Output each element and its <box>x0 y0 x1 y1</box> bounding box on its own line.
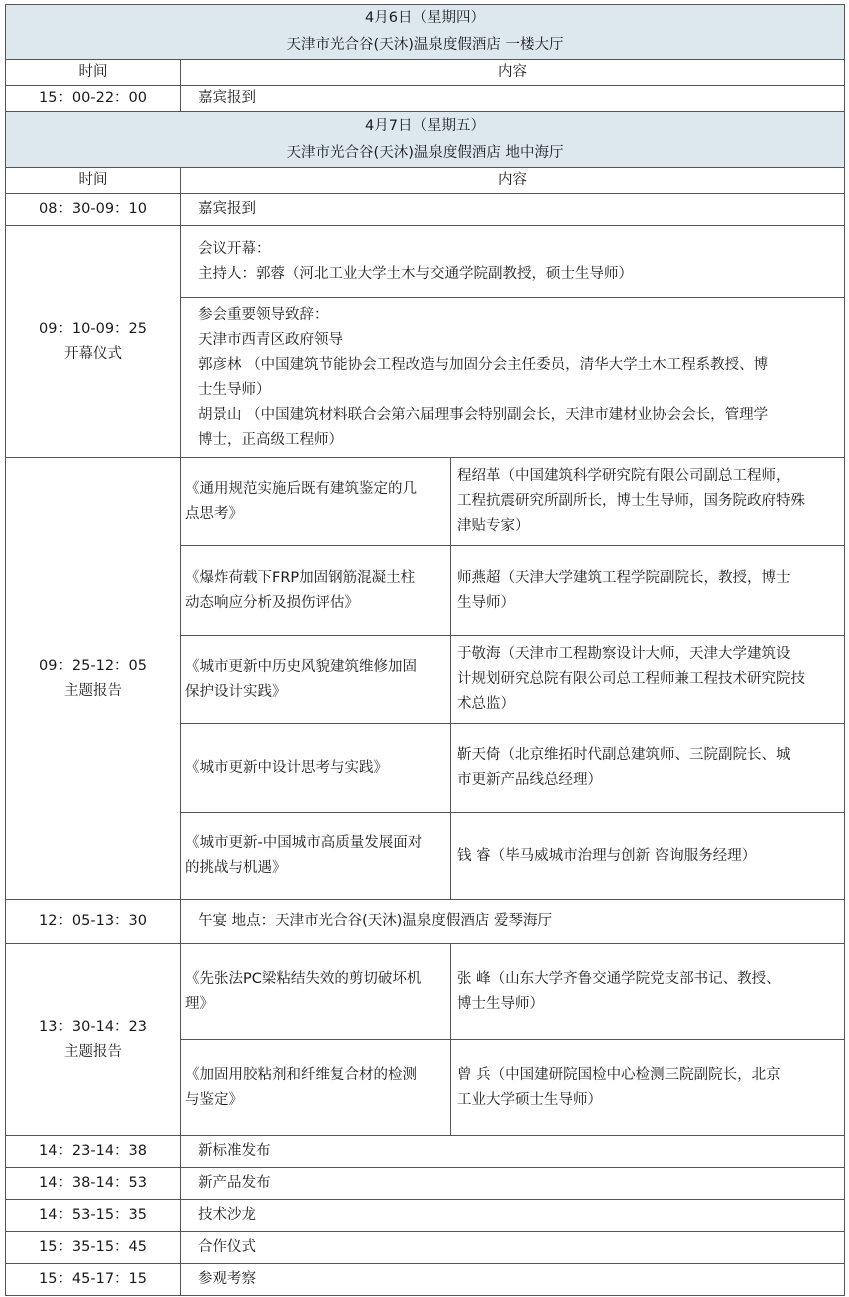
opening-time-cell <box>6 226 181 458</box>
lunch-content: 午宴 地点：天津市光合谷(天沐)温泉度假酒店 爱琴海厅 <box>181 900 845 944</box>
talk-speaker-line: 程绍革（中国建筑科学研究院有限公司副总工程师， <box>457 468 791 484</box>
tail-time: 15：45-17：15 <box>6 1264 181 1296</box>
talk-speaker-line: 生导师） <box>457 594 515 611</box>
talk-speaker <box>451 1040 845 1136</box>
day1-time-header: 时间 <box>6 60 181 86</box>
session2-label: 主题报告 <box>64 1043 122 1060</box>
talk-title-line: 《城市更新中设计思考与实践》 <box>185 759 388 776</box>
talk-title <box>181 458 451 546</box>
talk-title <box>181 1040 451 1136</box>
tail-content: 参观考察 <box>181 1264 845 1296</box>
tail-time: 14：38-14：53 <box>6 1168 181 1200</box>
tail-content: 合作仪式 <box>181 1232 845 1264</box>
session1-label: 主题报告 <box>64 682 122 699</box>
talk-title <box>181 813 451 900</box>
day2-time-header: 时间 <box>6 168 181 194</box>
talk-title-line: 的挑战与机遇》 <box>185 860 287 876</box>
lunch-row <box>6 900 845 944</box>
talk-speaker-line: 工程抗震研究所副所长，博士生导师，国务院政府特殊 <box>457 493 805 509</box>
opening-part1-line: 会议开幕： <box>198 240 271 257</box>
talk-speaker-line: 靳天倚（北京维拓时代副总建筑师、三院副院长、城 <box>457 747 791 763</box>
day2-venue: 天津市光合谷(天沐)温泉度假酒店 地中海厅 <box>286 144 564 161</box>
talk-title-line: 点思考》 <box>185 505 243 522</box>
talk-title-line: 《加固用胶粘剂和纤维复合材的检测 <box>185 1066 417 1083</box>
talk-title-line: 保护设计实践》 <box>185 683 287 700</box>
day2-column-header-row <box>6 168 845 194</box>
talk-title <box>181 546 451 636</box>
day1-header-row <box>6 5 845 60</box>
day1-checkin-content: 嘉宾报到 <box>181 86 845 112</box>
tail-content: 新产品发布 <box>181 1168 845 1200</box>
day2-date: 4月7日（星期五） <box>365 117 485 134</box>
session1-talk-row <box>6 458 845 546</box>
session2-time-cell <box>6 944 181 1136</box>
talk-speaker-line: 津贴专家） <box>457 518 530 534</box>
opening-row-1 <box>6 226 845 298</box>
day2-checkin-time: 08：30-09：10 <box>6 194 181 226</box>
tail-content: 技术沙龙 <box>181 1200 845 1232</box>
talk-title-line: 《城市更新中历史风貌建筑维修加固 <box>185 658 417 675</box>
opening-part2-line: 博士，正高级工程师） <box>198 431 343 448</box>
lunch-time: 12：05-13：30 <box>6 900 181 944</box>
tail-row <box>6 1136 845 1168</box>
talk-speaker-line: 于敬海（天津市工程勘察设计大师，天津大学建筑设 <box>457 646 791 662</box>
opening-part2-line: 郭彦林 （中国建筑节能协会工程改造与加固分会主任委员，清华大学土木工程系教授、博 <box>198 356 769 373</box>
day1-header <box>6 5 845 60</box>
day2-header <box>6 112 845 168</box>
opening-part2-line: 参会重要领导致辞： <box>198 306 329 323</box>
talk-speaker-line: 工业大学硕士生导师） <box>457 1091 602 1108</box>
talk-speaker <box>451 458 845 546</box>
talk-title <box>181 944 451 1040</box>
tail-row <box>6 1168 845 1200</box>
day1-content-header: 内容 <box>181 60 845 86</box>
talk-speaker-line: 计规划研究总院有限公司总工程师兼工程技术研究院技 <box>457 671 805 687</box>
opening-part1-line: 主持人：郭蓉（河北工业大学土木与交通学院副教授，硕士生导师） <box>198 265 633 282</box>
day2-checkin-content: 嘉宾报到 <box>181 194 845 226</box>
tail-row <box>6 1232 845 1264</box>
opening-part2-line: 士生导师） <box>198 381 271 398</box>
session1-time-cell <box>6 458 181 900</box>
talk-title-line: 《爆炸荷载下FRP加固钢筋混凝土柱 <box>185 569 416 586</box>
day1-venue: 天津市光合谷(天沐)温泉度假酒店 一楼大厅 <box>286 37 564 53</box>
talk-speaker <box>451 813 845 900</box>
talk-title-line: 《城市更新-中国城市高质量发展面对 <box>185 835 423 851</box>
talk-speaker-line: 术总监） <box>457 696 515 712</box>
day2-content-header: 内容 <box>181 168 845 194</box>
day2-header-row <box>6 112 845 168</box>
session2-time: 13：30-14：23 <box>38 1018 148 1035</box>
day1-date: 4月6日（星期四） <box>365 10 485 26</box>
talk-speaker <box>451 636 845 724</box>
day1-checkin-row <box>6 86 845 112</box>
talk-speaker-line: 市更新产品线总经理） <box>457 772 602 788</box>
schedule-table <box>5 4 845 1296</box>
opening-part1 <box>181 226 845 298</box>
talk-speaker <box>451 546 845 636</box>
talk-speaker-line: 张 峰（山东大学齐鲁交通学院党支部书记、教授、 <box>457 970 781 987</box>
day1-checkin-time: 15：00-22：00 <box>6 86 181 112</box>
opening-part2-line: 天津市西青区政府领导 <box>198 331 343 348</box>
tail-row <box>6 1200 845 1232</box>
talk-title-line: 《通用规范实施后既有建筑鉴定的几 <box>185 480 417 497</box>
talk-title <box>181 724 451 813</box>
talk-speaker <box>451 724 845 813</box>
talk-title-line: 动态响应分析及损伤评估》 <box>185 594 359 611</box>
tail-content: 新标准发布 <box>181 1136 845 1168</box>
talk-speaker-line: 曾 兵（中国建研院国检中心检测三院副院长，北京 <box>457 1066 781 1083</box>
day1-column-header-row <box>6 60 845 86</box>
session1-time: 09：25-12：05 <box>38 657 148 674</box>
talk-title-line: 《先张法PC梁粘结失效的剪切破坏机 <box>185 970 422 987</box>
opening-part2 <box>181 298 845 458</box>
tail-time: 14：23-14：38 <box>6 1136 181 1168</box>
day2-checkin-row <box>6 194 845 226</box>
talk-title-line: 理》 <box>185 995 214 1012</box>
talk-title-line: 与鉴定》 <box>185 1091 243 1108</box>
opening-time: 09：10-09：25 <box>38 320 148 337</box>
opening-label: 开幕仪式 <box>64 345 122 362</box>
talk-speaker-line: 钱 睿（毕马威城市治理与创新 咨询服务经理） <box>457 847 757 864</box>
session2-talk-row <box>6 944 845 1040</box>
tail-time: 15：35-15：45 <box>6 1232 181 1264</box>
talk-title <box>181 636 451 724</box>
tail-time: 14：53-15：35 <box>6 1200 181 1232</box>
talk-speaker-line: 师燕超（天津大学建筑工程学院副院长，教授，博士 <box>457 569 791 586</box>
talk-speaker <box>451 944 845 1040</box>
opening-part2-line: 胡景山 （中国建筑材料联合会第六届理事会特别副会长，天津市建材业协会会长，管理学 <box>198 406 769 423</box>
tail-row <box>6 1264 845 1296</box>
talk-speaker-line: 博士生导师） <box>457 995 544 1012</box>
